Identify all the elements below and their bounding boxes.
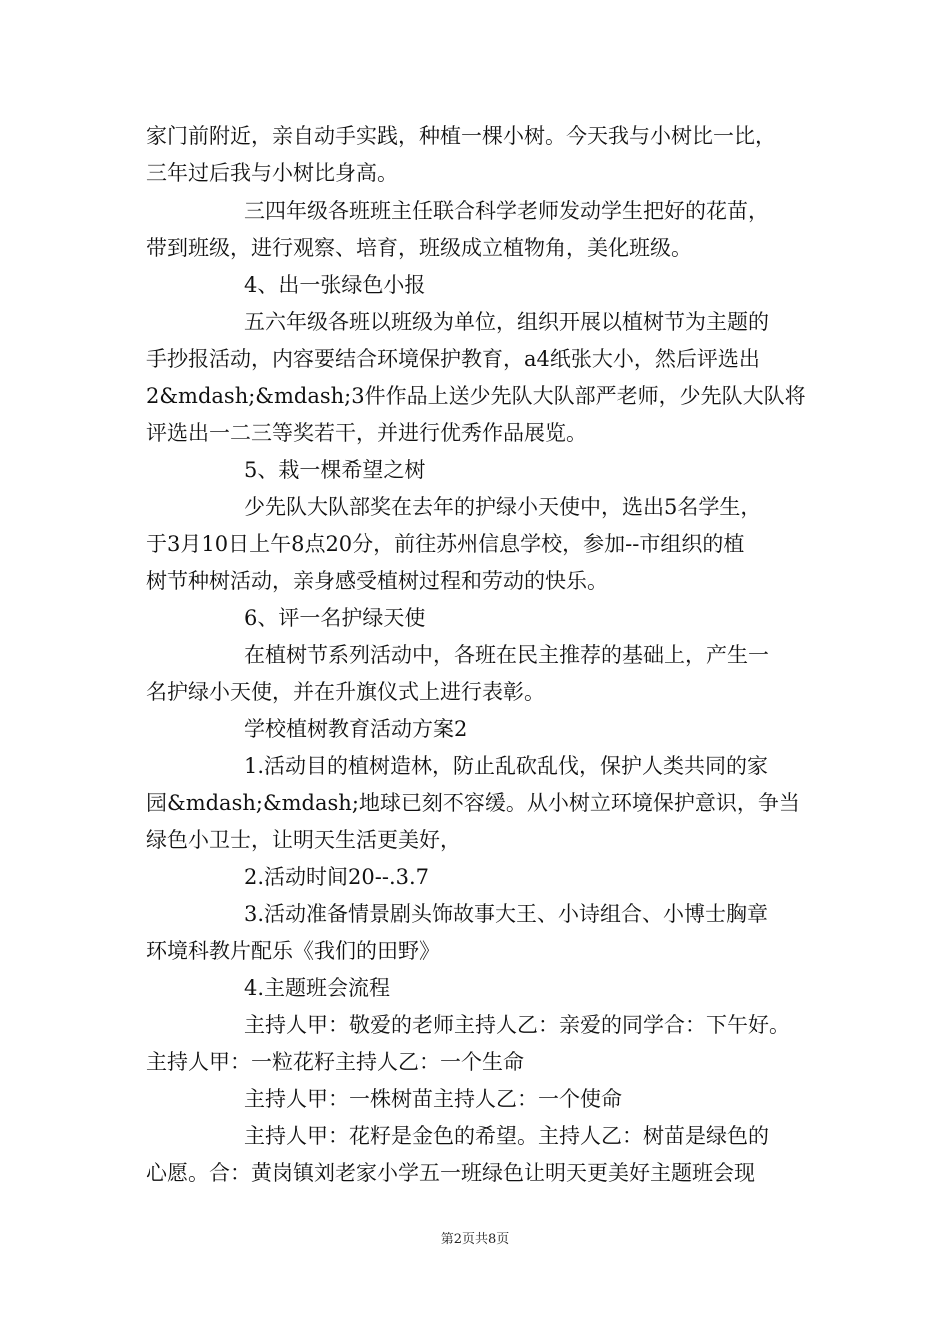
text-line: 园&mdash;&mdash;地球已刻不容缓。从小树立环境保护意识，争当 — [146, 791, 800, 815]
section-heading: 5、栽一棵希望之树 — [244, 458, 426, 482]
text-line: 少先队大队部奖在去年的护绿小天使中，选出5名学生， — [244, 495, 762, 519]
text-line: 于3月10日上午8点20分，前往苏州信息学校，参加--市组织的植 — [146, 532, 745, 556]
section-heading: 4.主题班会流程 — [244, 976, 391, 1000]
page-number: 第2页共8页 — [440, 1232, 510, 1247]
text-line: 主持人甲：花籽是金色的希望。主持人乙：树苗是绿色的 — [244, 1124, 769, 1148]
text-line: 心愿。合：黄岗镇刘老家小学五一班绿色让明天更美好主题班会现 — [146, 1161, 755, 1185]
text-line: 名护绿小天使，并在升旗仪式上进行表彰。 — [146, 680, 545, 704]
text-line: 2.活动时间20--.3.7 — [244, 865, 430, 889]
text-line: 2&mdash;&mdash;3件作品上送少先队大队部严老师，少先队大队将 — [146, 384, 806, 408]
section-heading: 4、出一张绿色小报 — [244, 273, 426, 297]
text-line: 三四年级各班班主任联合科学老师发动学生把好的花苗， — [244, 199, 769, 223]
text-line: 主持人甲：一粒花籽主持人乙：一个生命 — [146, 1050, 524, 1074]
text-line: 五六年级各班以班级为单位，组织开展以植树节为主题的 — [244, 310, 769, 334]
text-line: 树节种树活动，亲身感受植树过程和劳动的快乐。 — [146, 569, 608, 593]
text-line: 主持人甲：一株树苗主持人乙：一个使命 — [244, 1087, 622, 1111]
text-line: 带到班级，进行观察、培育，班级成立植物角，美化班级。 — [146, 236, 692, 260]
text-line: 在植树节系列活动中，各班在民主推荐的基础上，产生一 — [244, 643, 769, 667]
section-heading: 6、评一名护绿天使 — [244, 606, 426, 630]
text-line: 绿色小卫士，让明天生活更美好， — [146, 828, 461, 852]
text-line: 评选出一二三等奖若干，并进行优秀作品展览。 — [146, 421, 587, 445]
section-title: 学校植树教育活动方案2 — [244, 717, 468, 741]
text-line: 3.活动准备情景剧头饰故事大王、小诗组合、小博士胸章 — [244, 902, 769, 926]
text-line: 手抄报活动，内容要结合环境保护教育，a4纸张大小，然后评选出 — [146, 347, 760, 371]
text-line: 1.活动目的植树造林，防止乱砍乱伐，保护人类共同的家 — [244, 754, 769, 778]
text-line: 主持人甲：敬爱的老师主持人乙：亲爱的同学合：下午好。 — [244, 1013, 790, 1037]
text-line: 环境科教片配乐《我们的田野》 — [146, 939, 440, 963]
text-line: 家门前附近，亲自动手实践，种植一棵小树。今天我与小树比一比， — [146, 124, 776, 148]
text-line: 三年过后我与小树比身高。 — [146, 161, 398, 185]
